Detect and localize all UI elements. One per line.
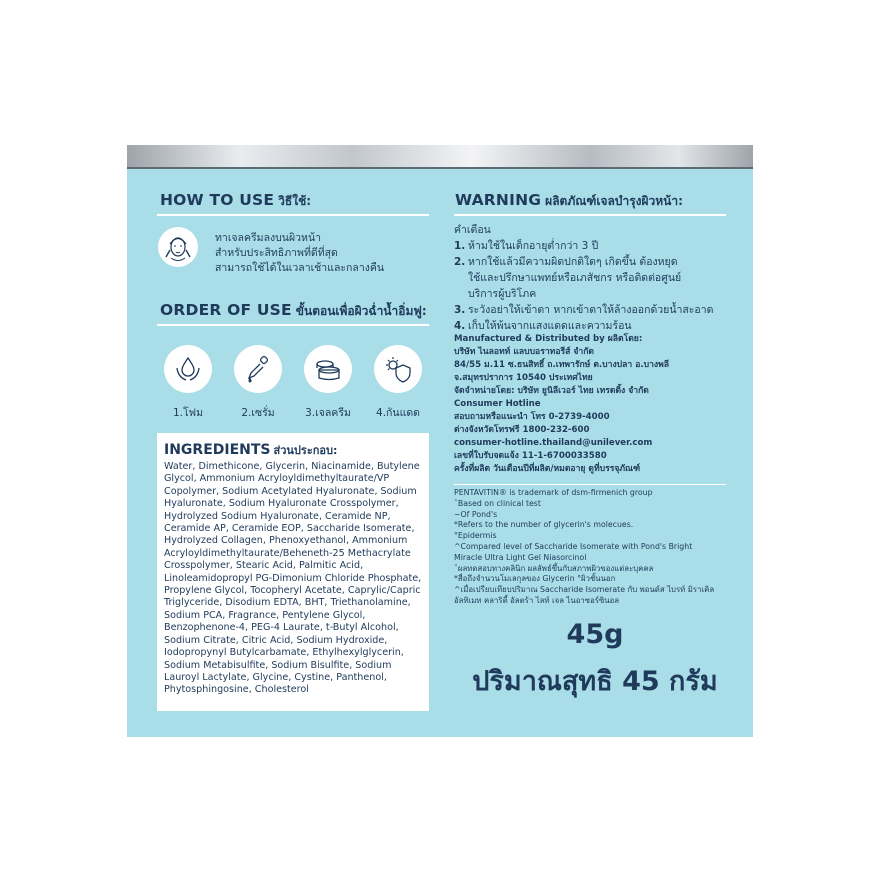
how-to-use-divider <box>157 214 429 216</box>
warning-list <box>454 238 734 334</box>
order-of-use-title-en: ORDER OF USE <box>160 301 292 319</box>
footnote-line: *Refers to the number of glycerin's molecues. <box>454 520 634 530</box>
dropper-icon <box>234 345 282 393</box>
ingredients-title-th: ส่วนประกอบ: <box>273 444 338 457</box>
warning-text: เก็บให้พ้นจากแสงแดดและความร้อน <box>468 320 632 332</box>
step-label-sunscreen: 4.กันแดด <box>376 407 420 419</box>
manufacturer-info <box>454 333 734 476</box>
cream-jar-icon <box>304 345 352 393</box>
footnote-line: °Epidermis <box>454 531 497 541</box>
foil-strip <box>127 145 753 167</box>
footnote-line: อัลทิเมท คลาริตี้ อัลตร้า ไลท์ เจล ไนอาซอร์ซินอล <box>454 595 620 605</box>
ingredients-box <box>157 433 429 711</box>
face-apply-icon <box>158 227 198 267</box>
warning-title-th: ผลิตภัณฑ์เจลบำรุงผิวหน้า: <box>545 194 683 208</box>
warning-divider <box>454 214 726 216</box>
warning-num: 4. <box>454 320 466 332</box>
footnote-line: ~Of Pond's <box>454 509 498 519</box>
warning-num: 1. <box>454 240 466 252</box>
how-to-use-title-th: วิธีใช้: <box>278 194 312 208</box>
order-of-use-divider <box>157 324 429 326</box>
net-weight-grams: 45g <box>566 619 624 650</box>
foil-rim <box>127 167 753 169</box>
manufacturer-line: จ.สมุทรปราการ 10540 ประเทศไทย <box>454 373 593 383</box>
net-weight-thai: ปริมาณสุทธิ 45 กรัม <box>472 666 718 697</box>
product-back-label <box>127 145 753 737</box>
manufacturer-line: Consumer Hotline <box>454 399 541 409</box>
notes-divider <box>454 484 726 485</box>
warning-num: 3. <box>454 304 466 316</box>
manufacturer-line: ต่างจังหวัดโทรฟรี 1800-232-600 <box>454 425 590 435</box>
footnote-line: ^Compared level of Saccharide Isomerate with Pond's Bright <box>454 541 693 551</box>
how-to-use-title-en: HOW TO USE <box>160 191 275 209</box>
manufacturer-line: Manufactured & Distributed by ผลิตโดย: <box>454 334 643 344</box>
warning-title-en: WARNING <box>455 191 542 209</box>
warning-item <box>454 302 734 318</box>
how-to-use-line: สามารถใช้ได้ในเวลาเช้าและกลางคืน <box>215 262 385 274</box>
how-to-use-line: สำหรับประสิทธิภาพที่ดีที่สุด <box>215 247 338 259</box>
manufacturer-line: สอบถามหรือแนะนำ โทร 0-2739-4000 <box>454 412 610 422</box>
warning-num: 2. <box>454 256 466 268</box>
ingredients-title <box>164 441 422 459</box>
footnote-line: Miracle Ultra Light Gel Niasorcinol <box>454 552 587 562</box>
how-to-use-text <box>215 231 395 276</box>
step-label-gel-cream: 3.เจลครีม <box>305 407 351 419</box>
how-to-use-title <box>160 190 311 211</box>
warning-item <box>454 254 734 302</box>
order-of-use-title-th: ขั้นตอนเพื่อผิวฉ่ำน้ำอิ่มฟู: <box>295 304 427 318</box>
manufacturer-line: consumer-hotline.thailand@unilever.com <box>454 438 653 448</box>
manufacturer-line: เลขที่ใบรับจดแจ้ง 11-1-6700033580 <box>454 451 607 461</box>
ingredients-title-en: INGREDIENTS <box>164 442 271 458</box>
water-drop-hands-icon <box>164 345 212 393</box>
footnote-line: ^เมื่อเปรียบเทียบปริมาณ Saccharide Isomerate กับ พอนด์ส ไบรท์ มิราเคิล <box>454 585 715 595</box>
footnote-line: ˇBased on clinical test <box>454 498 541 508</box>
warning-title <box>455 190 683 211</box>
footnotes <box>454 488 734 607</box>
how-to-use-line: ทาเจลครีมลงบนผิวหน้า <box>215 232 322 244</box>
footnote-line: ˇผลทดสอบทางคลินิก ผลลัพธ์ขึ้นกับสภาพผิวของแต่ละบุคคล <box>454 563 654 573</box>
step-label-serum: 2.เซรั่ม <box>241 407 275 419</box>
footnote-line: PENTAVITIN® is trademark of dsm-firmenich group <box>454 488 653 497</box>
warning-heading: คำเตือน <box>454 224 491 236</box>
footnote-line: *สื่อถึงจำนวนโมเลกุลของ Glycerin °ผิวชั้นนอก <box>454 574 616 584</box>
manufacturer-line: 84/55 ม.11 ซ.ธนสิทธิ์ ถ.เทพารักษ์ ต.บางปลา อ.บางพลี <box>454 360 670 370</box>
order-of-use-title <box>160 300 427 321</box>
warning-text: หากใช้แล้วมีความผิดปกติใดๆ เกิดขึ้น ต้องหยุดใช้และปรึกษาแพทย์หรือเภสัชกร หรือติดต่อศูนย์บริการผู้บริโภค <box>468 256 682 300</box>
manufacturer-line: บริษัท ไนลอทท์ แลบบอราทอรีส์ จำกัด <box>454 347 594 357</box>
step-label-foam: 1.โฟม <box>172 407 203 419</box>
manufacturer-line: ครั้งที่ผลิต วันเดือนปีที่ผลิต/หมดอายุ ดูที่บรรจุภัณฑ์ <box>454 464 641 474</box>
warning-item <box>454 318 734 334</box>
sun-shield-icon <box>374 345 422 393</box>
manufacturer-line: จัดจำหน่ายโดย: บริษัท ยูนิลีเวอร์ ไทย เทรดดิ้ง จำกัด <box>454 386 649 396</box>
warning-text: ห้ามใช้ในเด็กอายุต่ำกว่า 3 ปี <box>468 240 599 252</box>
ingredients-text: Water, Dimethicone, Glycerin, Niacinamide, Butylene Glycol, Ammonium Acryloyldimethyltaurate/VP Copolymer, Sodium Acetylated Hyaluronate, Sodium Hyaluronate, Sodium Hyaluronate Crosspolymer, Hydrolyzed Sodium Hyaluronate, Ceramide NP, Ceramide AP, Ceramide EOP, Saccharide Isomerate, Hydrolyzed Collagen, Phenoxyethanol, Ammonium Acryloyldimethyltaurate/Beheneth-25 Methacrylate Crosspolymer, Stearic Acid, Palmitic Acid, Linoleamidopropyl PG-Dimonium Chloride Phosphate, Propylene Glycol, Tocopheryl Acetate, Caprylic/Capric Triglyceride, Disodium EDTA, BHT, Triethanolamine, Sodium PCA, Fragrance, Pentylene Glycol, Benzophenone-4, PEG-4 Laurate, t-Butyl Alcohol, Sodium Citrate, Citric Acid, Sodium Hydroxide, Iodopropynyl Butylcarbamate, Ethylhexylglycerin, Sodium Metabisulfite, Sodium Bisulfite, Sodium Lauroyl Lactylate, Glycine, Cystine, Panthenol, Phytosphingosine, Cholesterol <box>164 461 422 696</box>
warning-item <box>454 238 734 254</box>
warning-text: ระวังอย่าให้เข้าตา หากเข้าตาให้ล้างออกด้วยน้ำสะอาด <box>468 304 714 316</box>
